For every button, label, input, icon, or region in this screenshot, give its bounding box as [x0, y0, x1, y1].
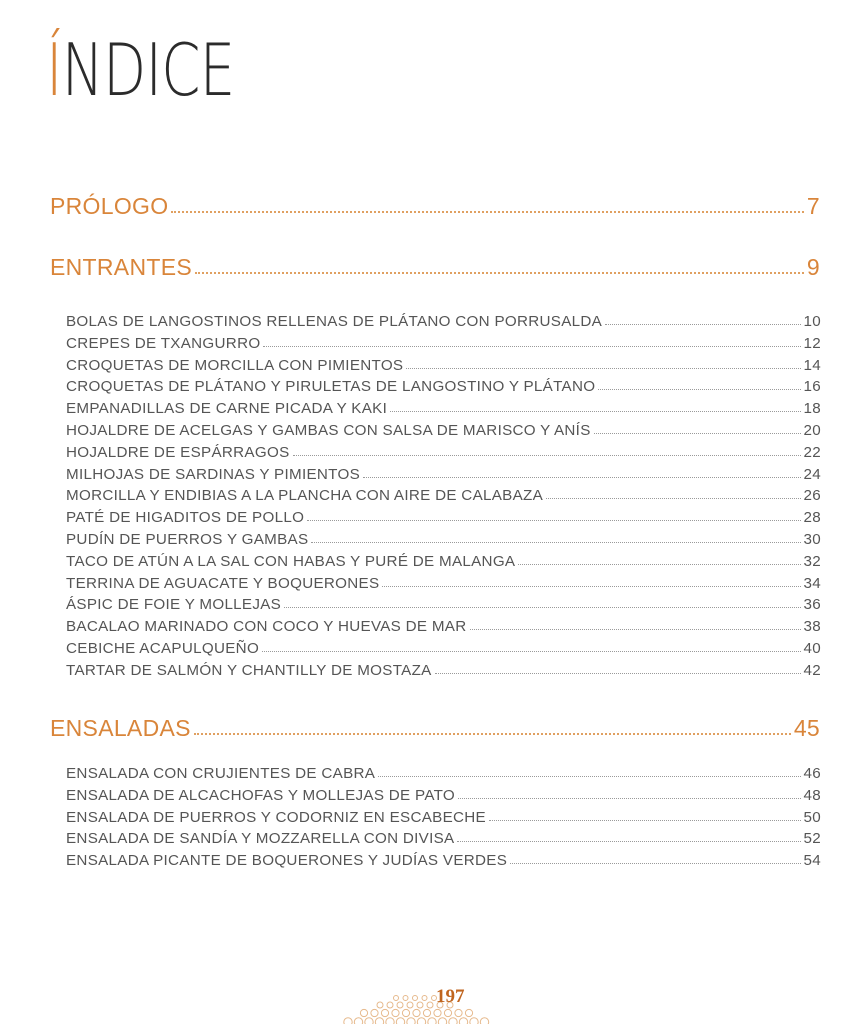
section-page-number: 7 — [806, 193, 820, 219]
toc-entry[interactable] — [66, 640, 821, 657]
toc-entry-title: EMPANADILLAS DE CARNE PICADA Y KAKI — [66, 400, 388, 418]
toc-entry-title: CEBICHE ACAPULQUEÑO — [66, 640, 260, 657]
toc-entry-page-number: 26 — [803, 487, 821, 505]
ornament-circle — [407, 1002, 413, 1008]
dot-leader — [510, 863, 800, 864]
toc-entry-title: PUDÍN DE PUERROS Y GAMBAS — [66, 531, 309, 548]
toc-entry[interactable] — [66, 553, 821, 570]
dot-leader — [382, 586, 800, 587]
section-label: ENTRANTES — [50, 254, 192, 280]
dot-leader — [311, 542, 800, 543]
section-label: PRÓLOGO — [50, 193, 169, 219]
toc-entry-page-number: 30 — [803, 531, 821, 548]
toc-entry-title: ENSALADA DE PUERROS Y CODORNIZ EN ESCABECHE — [66, 808, 486, 826]
ornament-circle — [444, 1009, 451, 1016]
toc-entry-page-number: 36 — [803, 596, 821, 614]
page-number: 197 — [436, 986, 465, 1007]
toc-entry[interactable] — [66, 787, 821, 804]
ornament-circle — [387, 1002, 393, 1008]
toc-entry-page-number: 14 — [803, 356, 821, 374]
ornament-circle — [360, 1009, 367, 1016]
dot-leader — [307, 520, 800, 521]
toc-entry-page-number: 24 — [803, 465, 821, 483]
toc-entry-page-number: 16 — [803, 378, 821, 396]
toc-entry-title: ENSALADA DE SANDÍA Y MOZZARELLA CON DIVISA — [66, 830, 455, 848]
ornament-circle — [459, 1018, 467, 1024]
ornament-circle — [427, 1002, 433, 1008]
dot-leader — [489, 820, 801, 821]
dot-leader — [435, 673, 801, 674]
toc-entry-page-number: 20 — [803, 422, 821, 439]
toc-entry-page-number: 46 — [803, 765, 821, 782]
toc-entry-page-number: 10 — [803, 313, 821, 330]
section-prologo[interactable] — [50, 193, 820, 220]
toc-entry[interactable] — [66, 422, 821, 439]
decorative-circles-ornament — [340, 982, 500, 1024]
toc-entry-page-number: 42 — [803, 661, 821, 679]
ornament-circle — [438, 1018, 446, 1024]
toc-entry[interactable] — [66, 765, 821, 782]
toc-entry[interactable] — [66, 575, 821, 592]
toc-entry-page-number: 28 — [803, 509, 821, 527]
toc-entry-title: ENSALADA CON CRUJIENTES DE CABRA — [66, 765, 376, 782]
toc-entry[interactable] — [66, 400, 821, 417]
toc-entry-title: CROQUETAS DE MORCILLA CON PIMIENTOS — [66, 356, 404, 374]
toc-entry[interactable] — [66, 852, 821, 869]
ornament-circle — [392, 1009, 399, 1016]
toc-entry-title: CROQUETAS DE PLÁTANO Y PIRULETAS DE LANGOSTINO Y PLÁTANO — [66, 378, 596, 396]
toc-entry-page-number: 40 — [803, 640, 821, 657]
dot-leader — [390, 411, 800, 412]
ornament-circle — [455, 1009, 462, 1016]
toc-entry[interactable] — [66, 357, 821, 374]
toc-entry[interactable] — [66, 662, 821, 679]
toc-entry-title: TERRINA DE AGUACATE Y BOQUERONES — [66, 574, 380, 592]
toc-entry[interactable] — [66, 444, 821, 461]
ornament-circle — [375, 1018, 383, 1024]
dot-leader — [598, 389, 800, 390]
dot-leader — [262, 651, 800, 652]
ornament-circle — [377, 1002, 383, 1008]
toc-entry[interactable] — [66, 335, 821, 352]
toc-entry-page-number: 34 — [803, 574, 821, 592]
toc-entry-page-number: 54 — [803, 852, 821, 870]
ornament-circle — [465, 1009, 472, 1016]
ornament-circle — [407, 1018, 415, 1024]
page-title — [46, 30, 234, 110]
toc-entry-page-number: 32 — [803, 552, 821, 570]
dot-leader — [363, 477, 800, 478]
dot-leader — [284, 607, 800, 608]
toc-entry-page-number: 38 — [803, 618, 821, 636]
ornament-circle — [417, 1002, 423, 1008]
dot-leader — [171, 211, 804, 213]
toc-entry[interactable] — [66, 313, 821, 330]
ornament-circle — [402, 1009, 409, 1016]
toc-entry-title: HOJALDRE DE ESPÁRRAGOS — [66, 443, 290, 461]
section-page-number: 45 — [793, 715, 820, 741]
toc-entry-page-number: 52 — [803, 830, 821, 848]
ornament-circle — [371, 1009, 378, 1016]
toc-entry[interactable] — [66, 809, 821, 826]
toc-entry[interactable] — [66, 596, 821, 613]
toc-entry-title: MILHOJAS DE SARDINAS Y PIMIENTOS — [66, 465, 361, 483]
ornament-circle — [417, 1018, 425, 1024]
toc-entry-page-number: 50 — [803, 808, 821, 826]
ornament-circle — [403, 996, 408, 1001]
toc-entry-page-number: 48 — [803, 786, 821, 804]
ornament-circle — [397, 1002, 403, 1008]
ornament-circle — [413, 1009, 420, 1016]
ornament-circle — [480, 1018, 488, 1024]
ornament-circle — [381, 1009, 388, 1016]
toc-entry-page-number: 18 — [803, 400, 821, 418]
dot-leader — [293, 455, 801, 456]
toc-entry[interactable] — [66, 830, 821, 847]
toc-entry-title: BOLAS DE LANGOSTINOS RELLENAS DE PLÁTANO CON PORRUSALDA — [66, 313, 603, 330]
dot-leader — [594, 433, 801, 434]
ornament-circle — [394, 996, 399, 1001]
dot-leader — [263, 346, 800, 347]
ornament-circle — [422, 996, 427, 1001]
ornament-circle — [365, 1018, 373, 1024]
section-entrantes[interactable] — [50, 254, 820, 281]
dot-leader — [194, 733, 791, 735]
ornament-circle — [449, 1018, 457, 1024]
toc-entry-title: ENSALADA PICANTE DE BOQUERONES Y JUDÍAS VERDES — [66, 852, 508, 870]
dot-leader — [457, 841, 800, 842]
ornament-circle — [354, 1018, 362, 1024]
toc-entry-title: PATÉ DE HIGADITOS DE POLLO — [66, 509, 305, 527]
dot-leader — [546, 498, 800, 499]
ornament-circle — [386, 1018, 394, 1024]
toc-entry-title: TARTAR DE SALMÓN Y CHANTILLY DE MOSTAZA — [66, 661, 432, 679]
section-page-number: 9 — [806, 254, 820, 280]
dot-leader — [195, 272, 804, 274]
toc-entry-title: BACALAO MARINADO CON COCO Y HUEVAS DE MAR — [66, 618, 467, 636]
toc-entry[interactable] — [66, 531, 821, 548]
toc-entry-title: MORCILLA Y ENDIBIAS A LA PLANCHA CON AIRE DE CALABAZA — [66, 487, 544, 505]
section-label: ENSALADAS — [50, 715, 191, 741]
toc-entry[interactable] — [66, 466, 821, 483]
ornament-circle — [396, 1018, 404, 1024]
toc-entry-title: ÁSPIC DE FOIE Y MOLLEJAS — [66, 596, 282, 614]
title-initial: Í — [46, 28, 62, 112]
toc-entry[interactable] — [66, 487, 821, 504]
ornament-circle — [428, 1018, 436, 1024]
dot-leader — [458, 798, 800, 799]
toc-entry-title: TACO DE ATÚN A LA SAL CON HABAS Y PURÉ DE MALANGA — [66, 552, 516, 570]
toc-entry[interactable] — [66, 618, 821, 635]
ornament-circle — [413, 996, 418, 1001]
toc-entry-title: HOJALDRE DE ACELGAS Y GAMBAS CON SALSA DE MARISCO Y ANÍS — [66, 422, 591, 439]
dot-leader — [605, 324, 800, 325]
dot-leader — [518, 564, 800, 565]
toc-entry-page-number: 22 — [803, 443, 821, 461]
dot-leader — [470, 629, 801, 630]
ornament-circle — [434, 1009, 441, 1016]
ornament-circle — [470, 1018, 478, 1024]
section-ensaladas[interactable] — [50, 715, 820, 742]
toc-entry[interactable] — [66, 509, 821, 526]
title-rest: NDICE — [61, 28, 235, 112]
ornament-circle — [423, 1009, 430, 1016]
dot-leader — [378, 776, 800, 777]
toc-entry-title: CREPES DE TXANGURRO — [66, 334, 261, 352]
dot-leader — [406, 368, 800, 369]
toc-entry[interactable] — [66, 378, 821, 395]
toc-entry-title: ENSALADA DE ALCACHOFAS Y MOLLEJAS DE PATO — [66, 786, 456, 804]
toc-entry-page-number: 12 — [803, 334, 821, 352]
ornament-circle — [344, 1018, 352, 1024]
